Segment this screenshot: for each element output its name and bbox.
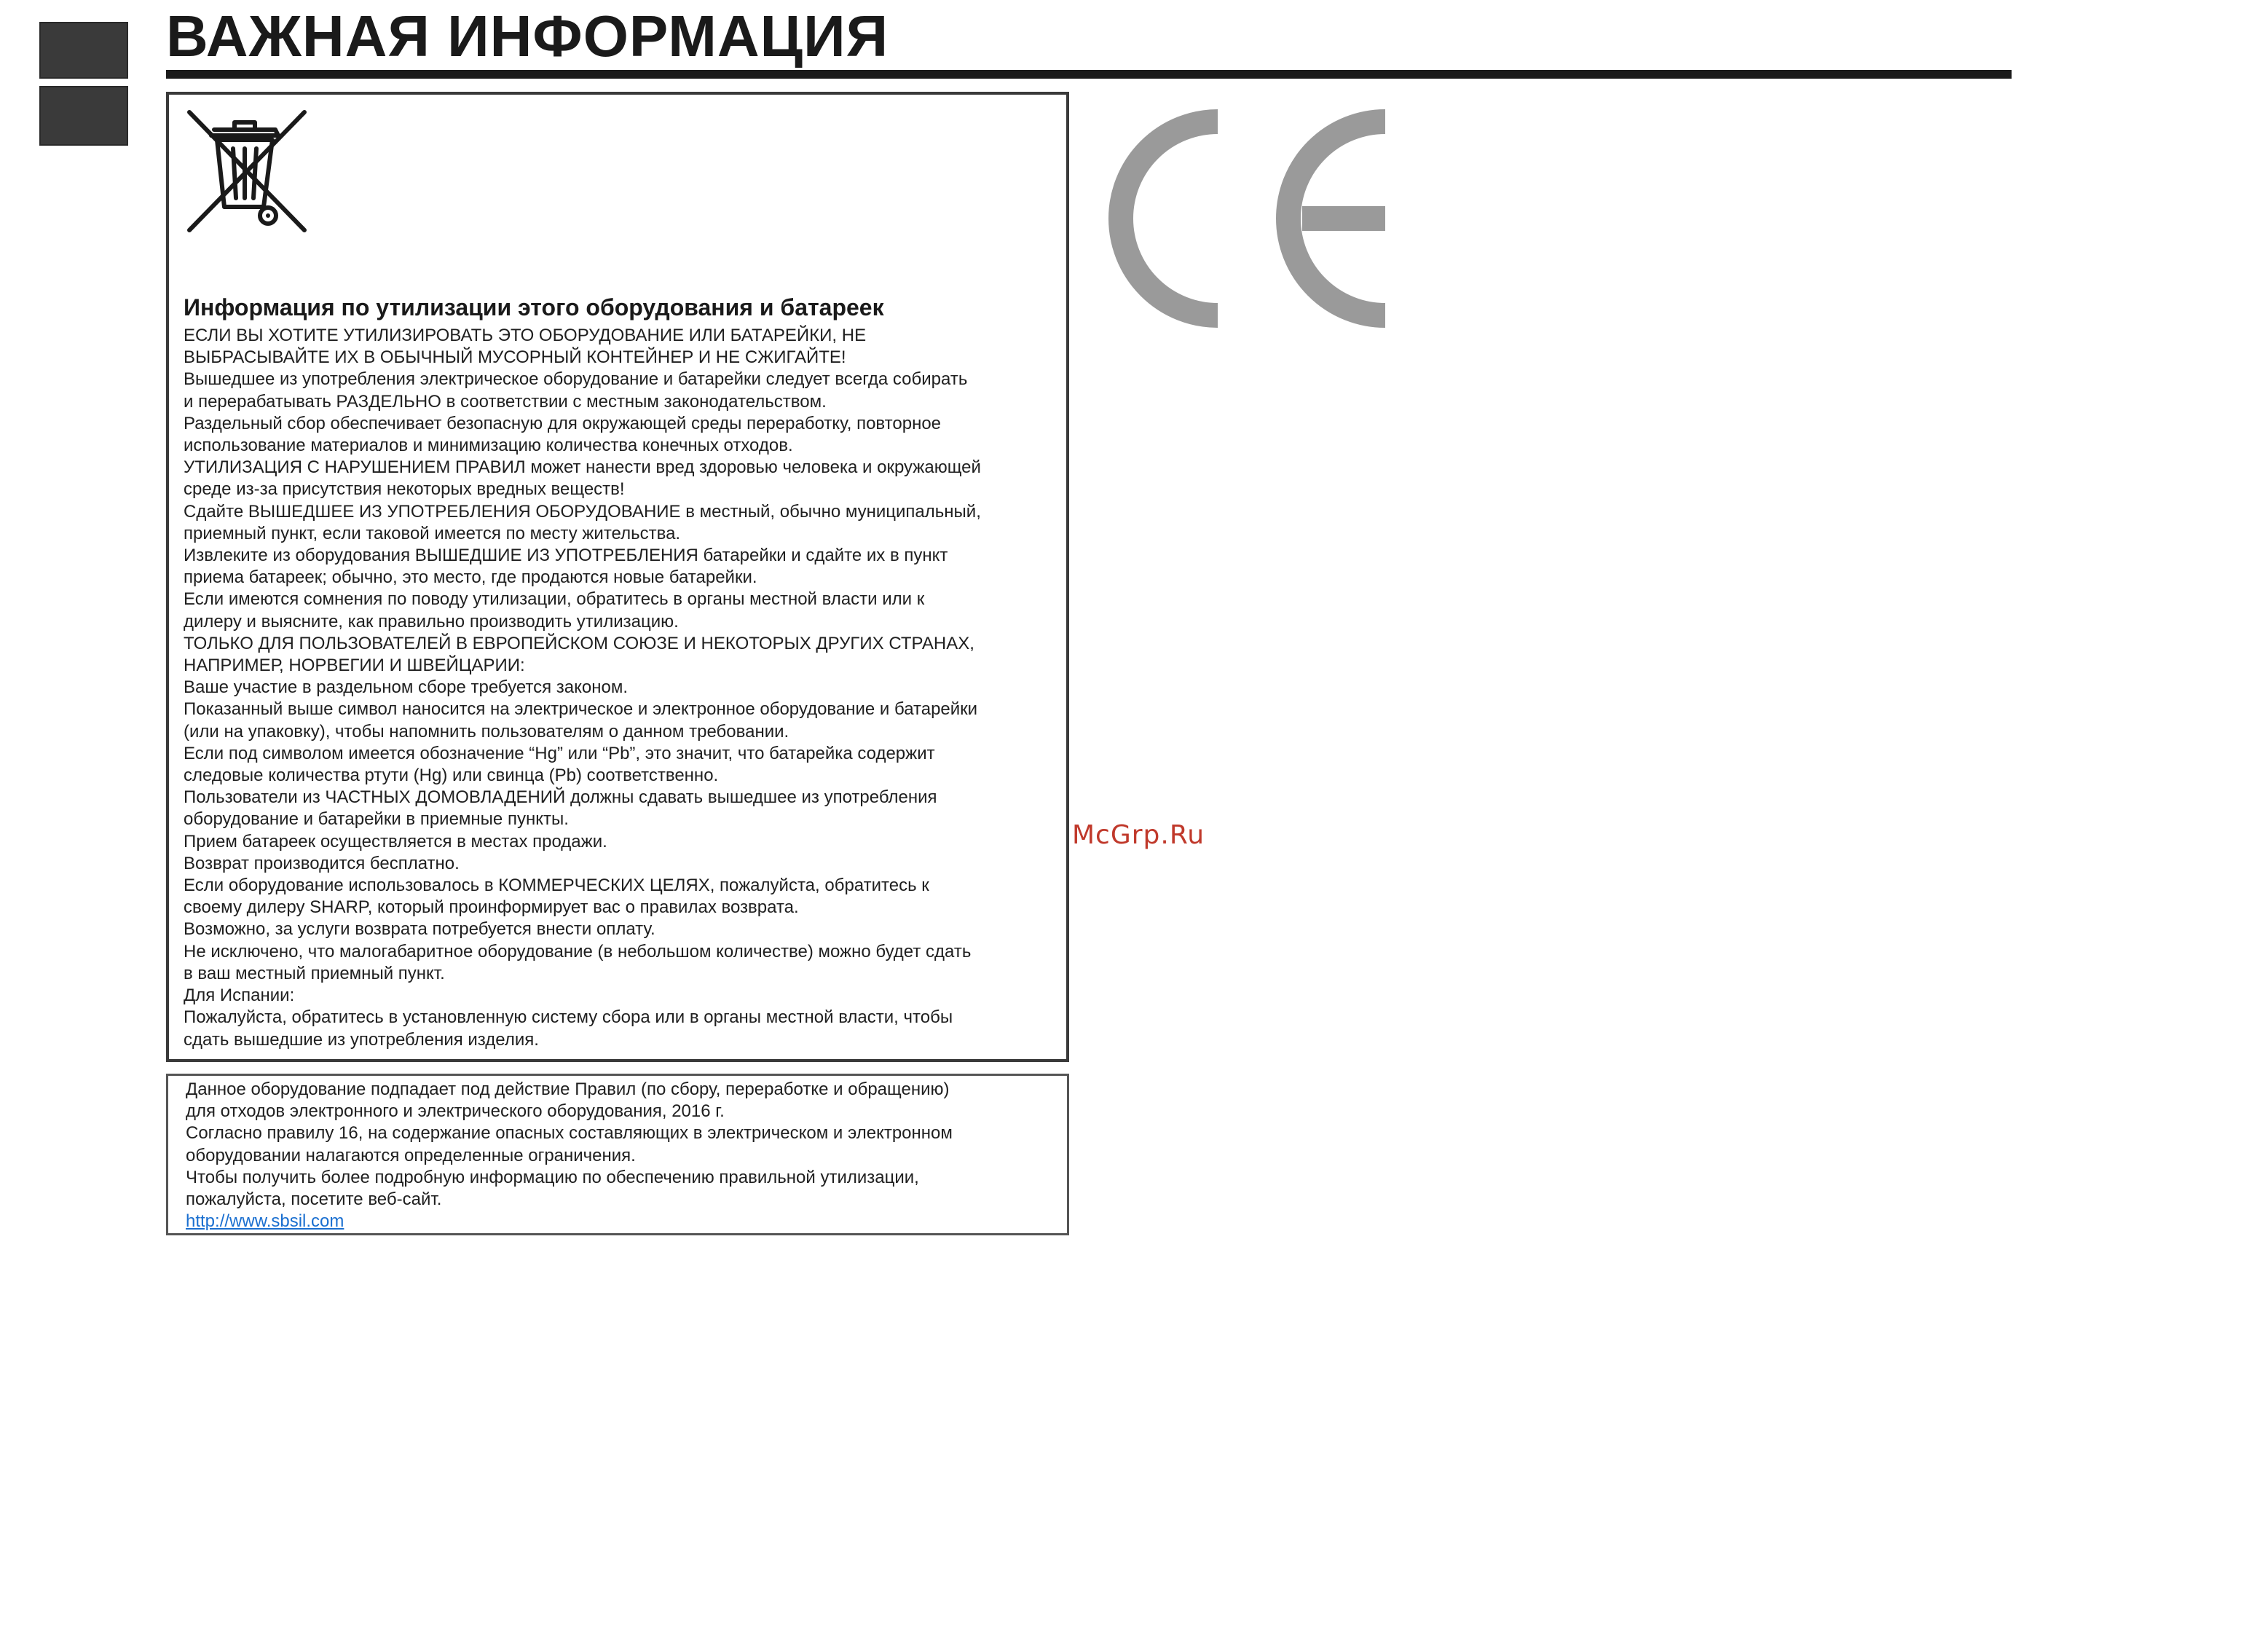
regulation-line: для отходов электронного и электрического оборудования, 2016 г. — [186, 1101, 725, 1122]
regulation-line: Данное оборудование подпадает под действие Правил (по сбору, переработке и обращению) — [186, 1079, 950, 1099]
regulation-info-box — [166, 1074, 1069, 1235]
disposal-line: Извлеките из оборудования ВЫШЕДШИЕ ИЗ УПОТРЕБЛЕНИЯ батарейки и сдайте их в пункт — [184, 546, 948, 566]
disposal-line: Не исключено, что малогабаритное оборудование (в небольшом количестве) можно будет сдать — [184, 941, 972, 961]
disposal-text — [184, 293, 1065, 1051]
regulation-line: Чтобы получить более подробную информацию по обеспечению правильной утилизации, — [186, 1167, 919, 1187]
disposal-line: приема батареек; обычно, это место, где продаются новые батарейки. — [184, 567, 757, 588]
disposal-line: дилеру и выясните, как правильно производить утилизацию. — [184, 611, 679, 632]
regulation-line: Согласно правилу 16, на содержание опасных составляющих в электрическом и электронном — [186, 1123, 953, 1144]
disposal-line: своему дилеру SHARP, который проинформирует вас о правилах возврата. — [184, 897, 799, 918]
disposal-line: Раздельный сбор обеспечивает безопасную для окружающей среды переработку, повторное — [184, 413, 942, 433]
disposal-line: Возврат производится бесплатно. — [184, 853, 460, 873]
disposal-line: Сдайте ВЫШЕДШЕЕ ИЗ УПОТРЕБЛЕНИЯ ОБОРУДОВАНИЕ в местный, обычно муниципальный, — [184, 501, 981, 522]
disposal-line: оборудование и батарейки в приемные пункты. — [184, 809, 569, 830]
disposal-line: Прием батареек осуществляется в местах продажи. — [184, 831, 607, 851]
title-rule — [166, 70, 2012, 79]
regulation-line: пожалуйста, посетите веб-сайт. — [186, 1189, 442, 1210]
watermark-text: McGrp.Ru — [1072, 820, 1205, 850]
side-tab-top — [39, 22, 128, 79]
regulation-line: оборудовании налагаются определенные ограничения. — [186, 1145, 636, 1165]
disposal-line: среде из-за присутствия некоторых вредных веществ! — [184, 479, 625, 500]
disposal-line: (или на упаковку), чтобы напомнить пользователям о данном требовании. — [184, 721, 789, 742]
disposal-line: ЕСЛИ ВЫ ХОТИТЕ УТИЛИЗИРОВАТЬ ЭТО ОБОРУДОВАНИЕ ИЛИ БАТАРЕЙКИ, НЕ — [184, 326, 867, 345]
ce-mark-icon — [1100, 109, 1406, 328]
disposal-line: ТОЛЬКО ДЛЯ ПОЛЬЗОВАТЕЛЕЙ В ЕВРОПЕЙСКОМ СОЮЗЕ И НЕКОТОРЫХ ДРУГИХ СТРАНАХ, — [184, 633, 974, 653]
disposal-line: в ваш местный приемный пункт. — [184, 963, 445, 983]
disposal-line: ВЫБРАСЫВАЙТЕ ИХ В ОБЫЧНЫЙ МУСОРНЫЙ КОНТЕЙНЕР И НЕ СЖИГАЙТЕ! — [184, 347, 846, 368]
disposal-line: Ваше участие в раздельном сборе требуется законом. — [184, 677, 629, 698]
disposal-heading: Информация по утилизации этого оборудования и батареек — [184, 294, 884, 320]
disposal-line: следовые количества ртути (Hg) или свинца (Pb) соответственно. — [184, 766, 719, 786]
disposal-line: приемный пункт, если таковой имеется по месту жительства. — [184, 523, 681, 543]
disposal-line: Возможно, за услуги возврата потребуется внести оплату. — [184, 919, 655, 940]
side-tab-bottom — [39, 86, 128, 146]
disposal-line: Пользователи из ЧАСТНЫХ ДОМОВЛАДЕНИЙ должны сдавать вышедшее из употребления — [184, 787, 937, 808]
disposal-line: Если оборудование использовалось в КОММЕРЧЕСКИХ ЦЕЛЯХ, пожалуйста, обратитесь к — [184, 876, 929, 896]
regulation-text — [186, 1079, 1060, 1232]
disposal-line: сдать вышедшие из употребления изделия. — [184, 1029, 539, 1050]
disposal-line: Если под символом имеется обозначение “Hg” или “Pb”, это значит, что батарейка содержит — [184, 743, 935, 763]
sbsil-website-link[interactable]: http://www.sbsil.com — [186, 1211, 344, 1232]
disposal-line: НАПРИМЕР, НОРВЕГИИ И ШВЕЙЦАРИИ: — [184, 656, 525, 676]
disposal-line: использование материалов и минимизацию количества конечных отходов. — [184, 436, 793, 456]
disposal-line: Вышедшее из употребления электрическое оборудование и батарейки следует всегда собирать — [184, 369, 968, 390]
disposal-line: Показанный выше символ наносится на электрическое и электронное оборудование и батарейки — [184, 699, 978, 720]
disposal-line: УТИЛИЗАЦИЯ С НАРУШЕНИЕМ ПРАВИЛ может нанести вред здоровью человека и окружающей — [184, 457, 981, 478]
disposal-line: Если имеются сомнения по поводу утилизации, обратитесь в органы местной власти или к — [184, 589, 925, 610]
page-title: ВАЖНАЯ ИНФОРМАЦИЯ — [166, 4, 889, 68]
crossed-out-wheelie-bin-icon — [185, 108, 309, 236]
disposal-info-box — [166, 92, 1069, 1062]
disposal-line: Для Испании: — [184, 986, 295, 1006]
disposal-line: и перерабатывать РАЗДЕЛЬНО в соответствии с местным законодательством. — [184, 391, 827, 412]
disposal-line: Пожалуйста, обратитесь в установленную систему сбора или в органы местной власти, чтобы — [184, 1007, 953, 1028]
